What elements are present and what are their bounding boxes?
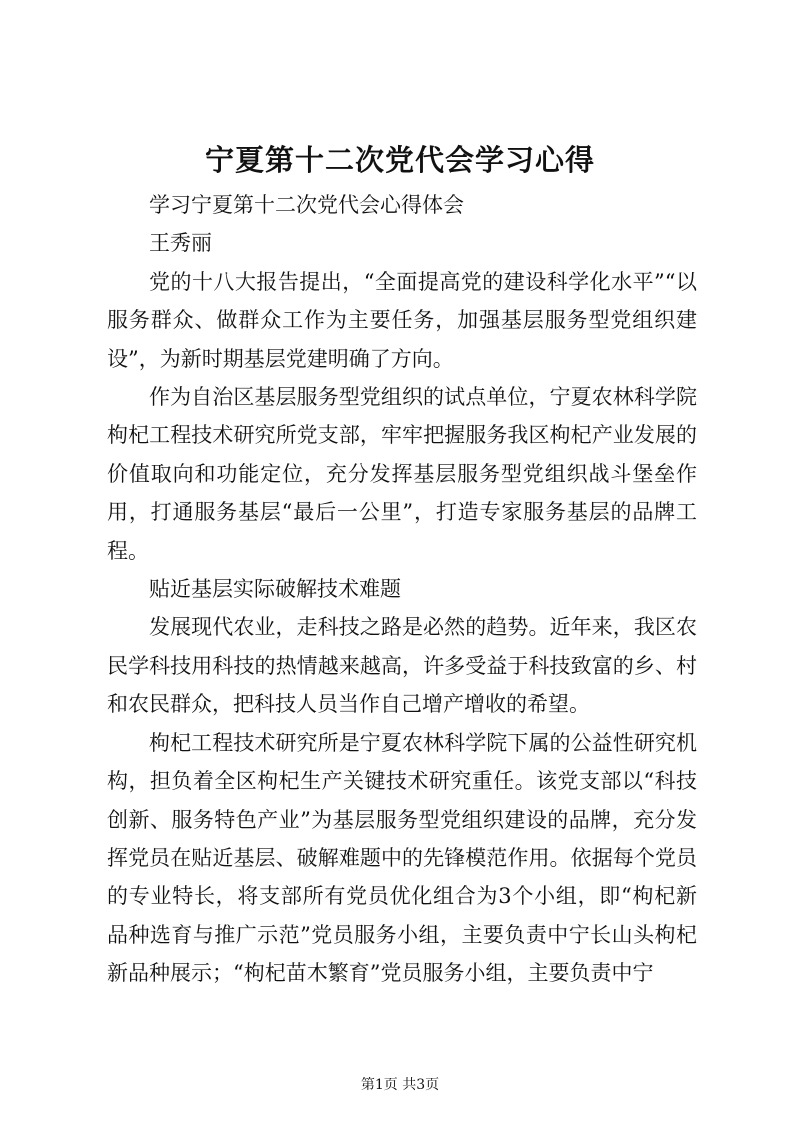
author-paragraph: 王秀丽 [149, 231, 212, 256]
document-body [107, 186, 697, 993]
body-paragraph: 枸杞工程技术研究所是宁夏农林科学院下属的公益性研究机构，担负着全区枸杞生产关键技术研究重任。该党支部以“科技创新、服务特色产业”为基层服务型党组织建设的品牌，充分发挥党员在贴近基层、破解难题中的先锋模范作用。依据每个党员的专业特长，将支部所有党员优化组合为3个小组，即“枸杞新品种选育与推广示范”党员服务小组，主要负责中宁长山头枸杞新品种展示；“枸杞苗木繁育”党员服务小组，主要负责中宁 [107, 730, 697, 986]
section-heading: 贴近基层实际破解技术难题 [149, 577, 401, 602]
subtitle-paragraph: 学习宁夏第十二次党代会心得体会 [149, 193, 464, 217]
body-paragraph: 党的十八大报告提出，“全面提高党的建设科学化水平”“以服务群众、做群众工作为主要任务，加强基层服务型党组织建设”，为新时期基层党建明确了方向。 [107, 269, 697, 371]
page-footer: 第1页 共3页 [360, 1077, 440, 1093]
document-title: 宁夏第十二次党代会学习心得 [204, 143, 595, 177]
body-paragraph: 发展现代农业，走科技之路是必然的趋势。近年来，我区农民学科技用科技的热情越来越高，许多受益于科技致富的乡、村和农民群众，把科技人员当作自己增产增收的希望。 [107, 615, 697, 717]
body-paragraph: 作为自治区基层服务型党组织的试点单位，宁夏农林科学院枸杞工程技术研究所党支部，牢牢把握服务我区枸杞产业发展的价值取向和功能定位，充分发挥基层服务型党组织战斗堡垒作用，打通服务基层“最后一公里”，打造专家服务基层的品牌工程。 [107, 385, 697, 563]
